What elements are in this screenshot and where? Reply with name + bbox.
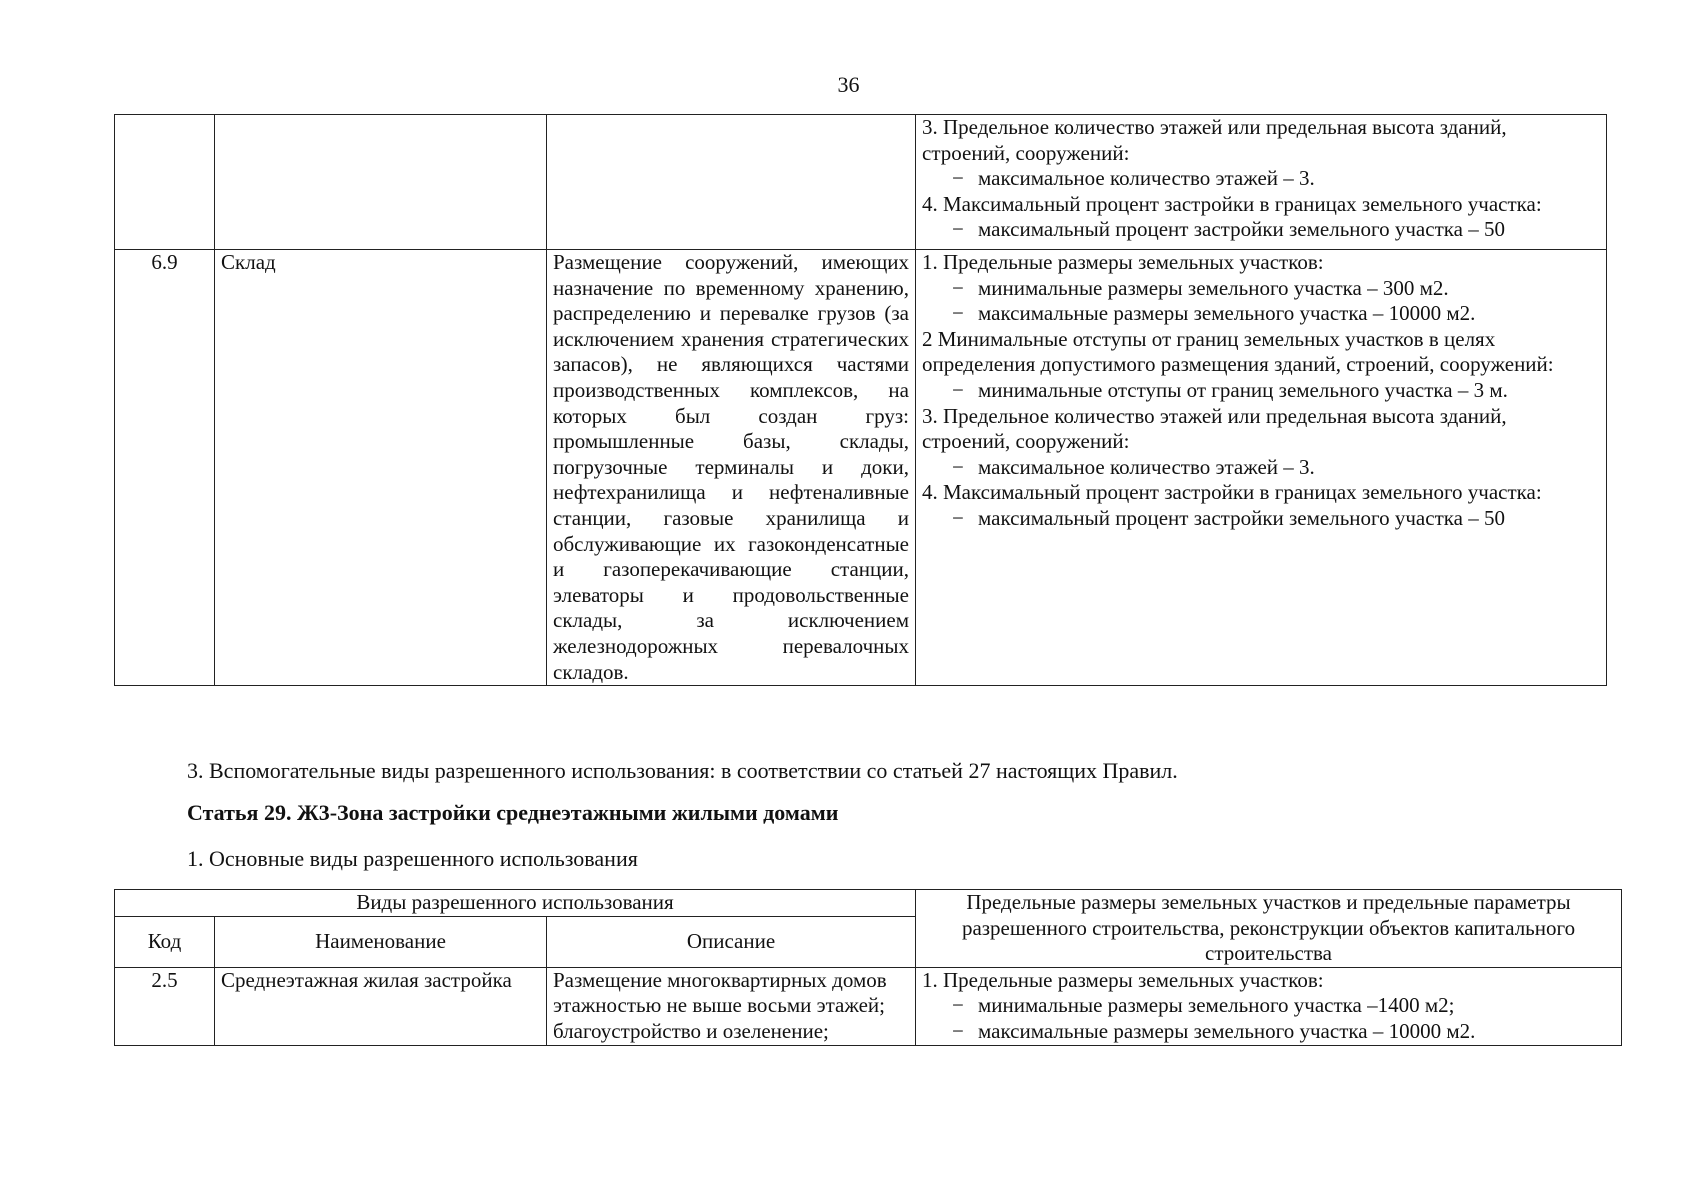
table-row <box>115 967 1622 1045</box>
param-bullet: − минимальные размеры земельного участка – 300 м2. <box>922 276 1600 302</box>
table-header-row <box>115 890 1622 917</box>
param-bullet: − минимальные размеры земельного участка –1400 м2; <box>922 993 1615 1019</box>
params-list <box>922 250 1600 532</box>
param-line: 2 Минимальные отступы от границ земельных участков в целях определения допустимого размещения зданий, строений, сооружений: <box>922 326 1554 377</box>
code-cell: 6.9 <box>115 250 215 686</box>
param-bullet: − минимальные отступы от границ земельного участка – 3 м. <box>922 378 1600 404</box>
params-cell <box>916 250 1607 686</box>
name-cell: Склад <box>215 250 547 686</box>
zoning-table-continued <box>114 114 1607 686</box>
param-line: 3. Предельное количество этажей или предельная высота зданий, строений, сооружений: <box>922 115 1507 165</box>
table-row <box>115 115 1607 250</box>
header-description: Описание <box>547 916 916 967</box>
description-cell <box>547 115 916 250</box>
article-title: Статья 29. Ж3-Зона застройки среднеэтажными жилыми домами <box>187 800 839 825</box>
code-cell: 2.5 <box>115 967 215 1045</box>
params-list <box>922 968 1615 1045</box>
header-group: Виды разрешенного использования <box>115 890 916 917</box>
code-cell <box>115 115 215 250</box>
name-cell <box>215 115 547 250</box>
param-line: 4. Максимальный процент застройки в границах земельного участка: <box>922 191 1542 216</box>
params-cell <box>916 115 1607 250</box>
param-bullet: − максимальные размеры земельного участка – 10000 м2. <box>922 301 1600 327</box>
header-code: Код <box>115 916 215 967</box>
param-line: 1. Предельные размеры земельных участков: <box>922 250 1324 274</box>
params-list <box>922 115 1600 243</box>
section-title: 1. Основные виды разрешенного использования <box>187 846 638 871</box>
header-params: Предельные размеры земельных участков и предельные параметры разрешенного строительства, реконструкции объектов капитального строительства <box>916 890 1622 968</box>
param-bullet: − максимальные размеры земельного участка – 10000 м2. <box>922 1019 1615 1045</box>
param-bullet: − максимальное количество этажей – 3. <box>922 455 1600 481</box>
name-cell: Среднеэтажная жилая застройка <box>215 967 547 1045</box>
zoning-table-main-uses <box>114 889 1622 1046</box>
param-bullet: − максимальный процент застройки земельного участка – 50 <box>922 506 1600 532</box>
page-number: 36 <box>837 72 860 97</box>
header-name: Наименование <box>215 916 547 967</box>
param-bullet: − максимальный процент застройки земельного участка – 50 <box>922 217 1600 243</box>
description-cell: Размещение сооружений, имеющих назначение по временному хранению, распределению и перевалке грузов (за исключением хранения стратегических запасов), не являющихся частями производственных комплексов, на которых был создан груз: промышленные базы, склады, погрузочные терминалы и доки, нефтехранилища и нефтеналивные станции, газовые хранилища и обслуживающие их газоконденсатные и газоперекачивающие станции, элеваторы и продовольственные склады, за исключением железнодорожных перевалочных складов. <box>547 250 916 686</box>
param-line: 3. Предельное количество этажей или предельная высота зданий, строений, сооружений: <box>922 403 1507 454</box>
auxiliary-uses-text: 3. Вспомогательные виды разрешенного использования: в соответствии со статьей 27 настоящих Правил. <box>187 758 1178 783</box>
param-line: 1. Предельные размеры земельных участков: <box>922 967 1324 992</box>
param-bullet: − максимальное количество этажей – 3. <box>922 166 1600 192</box>
description-cell: Размещение многоквартирных домов этажностью не выше восьми этажей; благоустройство и озеленение; <box>547 967 916 1045</box>
table-row <box>115 250 1607 686</box>
params-cell <box>916 967 1622 1045</box>
param-line: 4. Максимальный процент застройки в границах земельного участка: <box>922 480 1542 505</box>
